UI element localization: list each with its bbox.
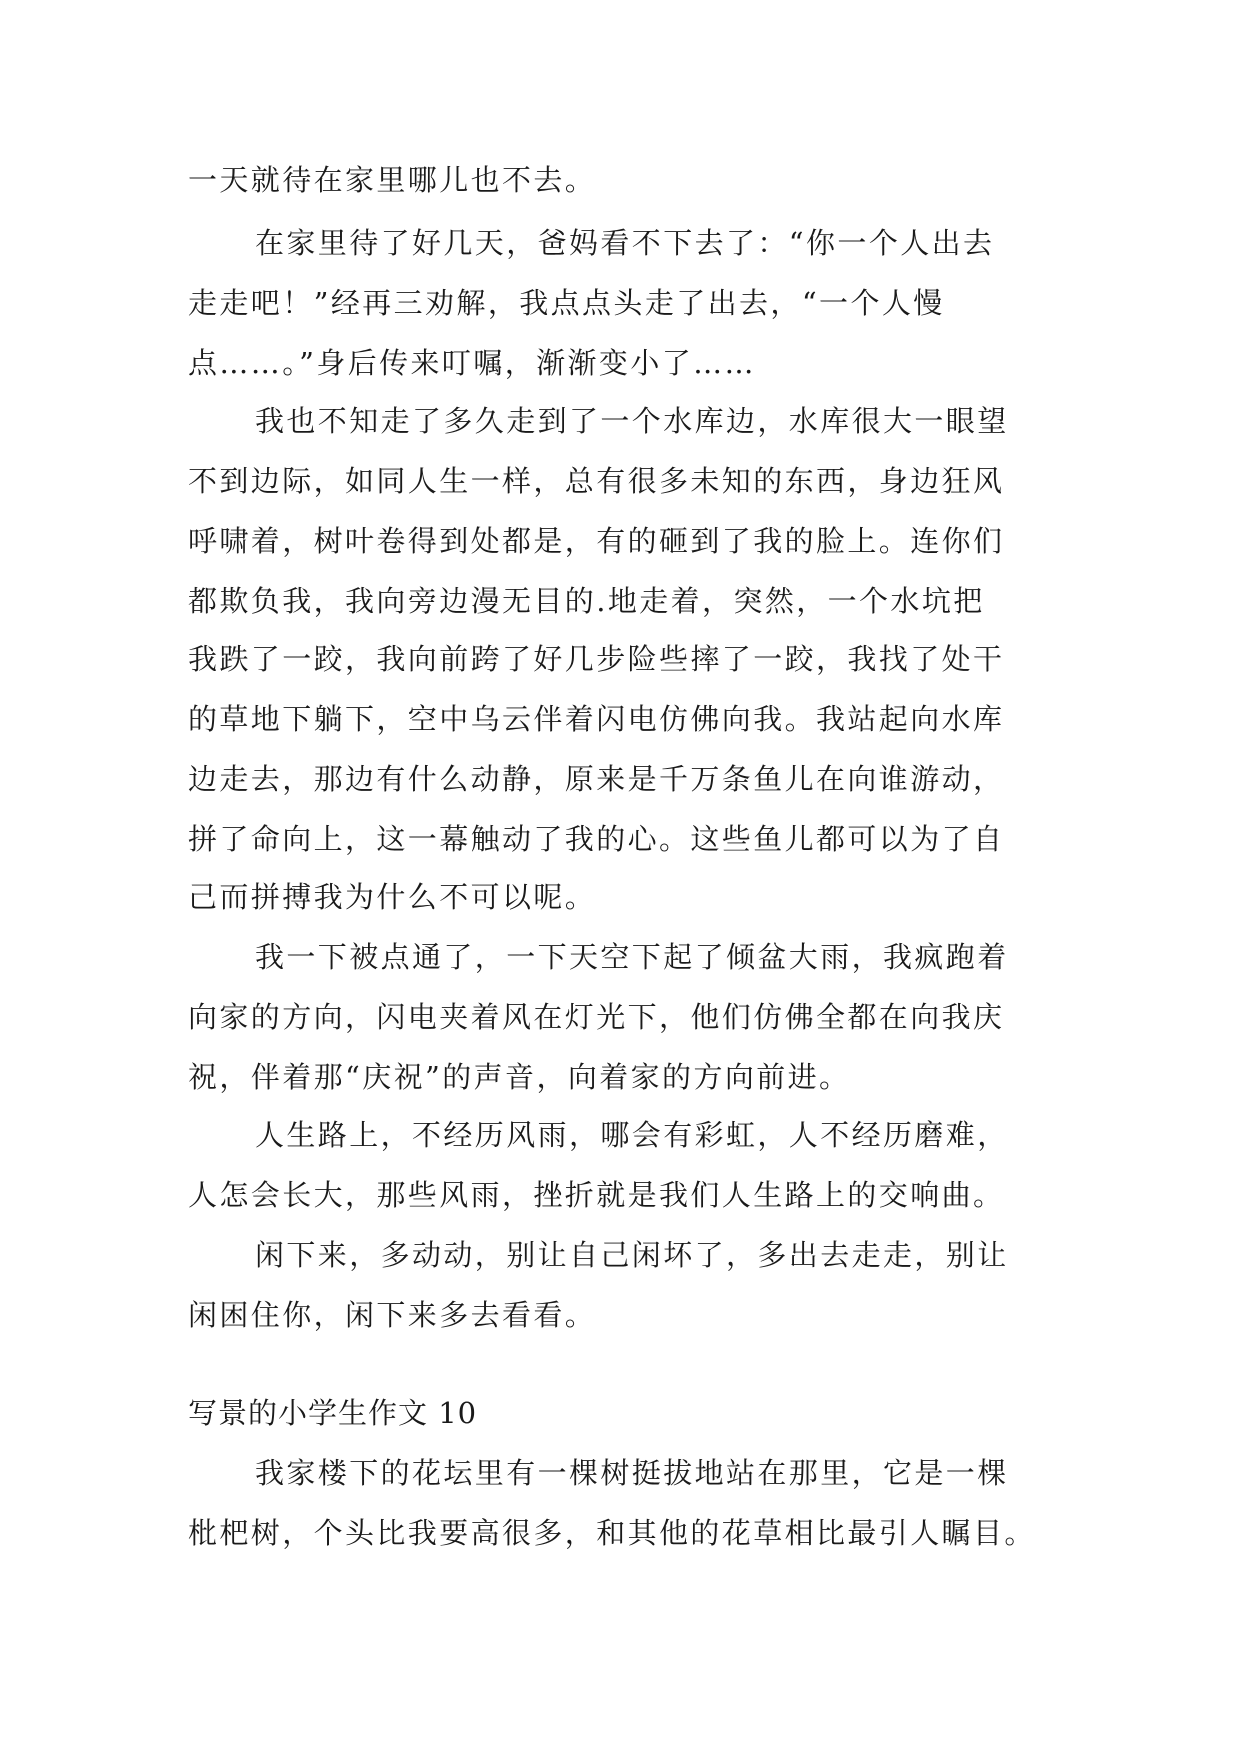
text-line: 走走吧！”经再三劝解，我点点头走了出去，“一个人慢 — [188, 286, 945, 320]
paragraph-first-line: 在家里待了好几天，爸妈看不下去了：“你一个人出去 — [255, 226, 995, 260]
text-line: 人怎会长大，那些风雨，挫折就是我们人生路上的交响曲。 — [188, 1178, 1005, 1212]
text-line: 闲困住你，闲下来多去看看。 — [188, 1298, 597, 1332]
text-line: 向家的方向，闪电夹着风在灯光下，他们仿佛全都在向我庆 — [188, 1000, 1005, 1034]
text-line: 的草地下躺下，空中乌云伴着闪电仿佛向我。我站起向水库 — [188, 702, 1005, 736]
section-heading: 写景的小学生作文 10 — [188, 1396, 478, 1430]
text-line: 祝，伴着那“庆祝”的声音，向着家的方向前进。 — [188, 1060, 851, 1094]
text-line: 呼啸着，树叶卷得到处都是，有的砸到了我的脸上。连你们 — [188, 524, 1005, 558]
text-line: 不到边际，如同人生一样，总有很多未知的东西，身边狂风 — [188, 464, 1005, 498]
text-line: 拼了命向上，这一幕触动了我的心。这些鱼儿都可以为了自 — [188, 822, 1005, 856]
paragraph-first-line: 我家楼下的花坛里有一棵树挺拔地站在那里，它是一棵 — [255, 1456, 1009, 1490]
paragraph-first-line: 闲下来，多动动，别让自己闲坏了，多出去走走，别让 — [255, 1238, 1009, 1272]
text-line: 边走去，那边有什么动静，原来是千万条鱼儿在向谁游动， — [188, 762, 1005, 796]
text-line: 点……。”身后传来叮嘱，渐渐变小了…… — [188, 346, 756, 380]
text-line: 枇杷树，个头比我要高很多，和其他的花草相比最引人瞩目。 — [188, 1516, 1036, 1550]
text-line: 己而拼搏我为什么不可以呢。 — [188, 880, 597, 914]
text-line: 我跌了一跤，我向前跨了好几步险些摔了一跤，我找了处干 — [188, 642, 1005, 676]
text-line: 一天就待在家里哪儿也不去。 — [188, 163, 597, 197]
paragraph-first-line: 我也不知走了多久走到了一个水库边，水库很大一眼望 — [255, 404, 1009, 438]
paragraph-first-line: 我一下被点通了，一下天空下起了倾盆大雨，我疯跑着 — [255, 940, 1009, 974]
text-line: 都欺负我，我向旁边漫无目的.地走着，突然，一个水坑把 — [188, 584, 985, 618]
paragraph-first-line: 人生路上，不经历风雨，哪会有彩虹，人不经历磨难， — [255, 1118, 1009, 1152]
